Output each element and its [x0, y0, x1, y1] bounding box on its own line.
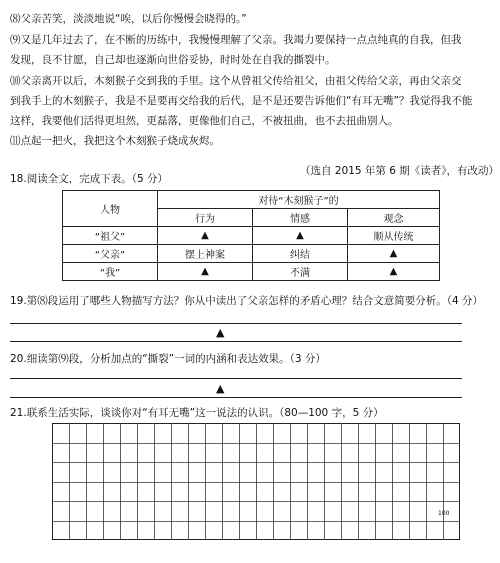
row-person: “父亲”: [63, 245, 158, 263]
paragraph-9-line-2: 发现，良不甘愿，自己却也逐渐向世俗妥协，时时处在自我的撕裂中。: [10, 54, 336, 66]
answer-mark: ▲: [216, 326, 225, 339]
answer-line[interactable]: [10, 341, 462, 342]
paragraph-9-line-1: ⑼又是几年过去了，在不断的历练中，我慢慢理解了父亲。我竭力要保持一点点纯真的自我，但我: [10, 34, 462, 46]
answer-slot[interactable]: ▲: [158, 227, 253, 245]
question-21-prompt: 21.联系生活实际，谈谈你对“有耳无嘴”这一说法的认识。（80—100 字，5 分）: [10, 407, 384, 419]
row-emotion: 纠结: [253, 245, 348, 263]
answer-line[interactable]: [10, 378, 462, 379]
answer-line[interactable]: [10, 323, 462, 324]
row-person: “我”: [63, 263, 158, 281]
header-concept: 观念: [348, 209, 440, 227]
table-row: [63, 245, 440, 263]
answer-slot[interactable]: ▲: [348, 263, 440, 281]
question-19-prompt: 19.第⑻段运用了哪些人物描写方法？你从中读出了父亲怎样的矛盾心理？结合文意简要分析。（4 分）: [10, 295, 483, 307]
source-citation: （选自 2015 年第 6 期《读者》，有改动）: [300, 165, 500, 177]
answer-slot[interactable]: ▲: [348, 245, 440, 263]
paragraph-10-line-2: 到我手上的木刻猴子，我是不是要再交给我的后代，是不是还要告诉他们“有耳无嘴”？我觉得我不能: [10, 95, 473, 107]
question-20-prompt: 20.细读第⑼段，分析加点的“撕裂”一词的内涵和表达效果。（3 分）: [10, 353, 326, 365]
answer-slot[interactable]: ▲: [253, 227, 348, 245]
grid-frame: [53, 424, 460, 540]
header-group: 对待“木刻猴子”的: [158, 191, 440, 209]
header-person: 人物: [63, 191, 158, 227]
answer-line[interactable]: [10, 397, 462, 398]
header-emotion: 情感: [253, 209, 348, 227]
answer-mark: ▲: [216, 382, 225, 395]
paragraph-11: ⑾点起一把火，我把这个木刻猴子烧成灰烬。: [10, 135, 220, 147]
paragraph-10-line-3: 这样，我要他们活得更坦然，更磊落，更像他们自己，不被扭曲，也不去扭曲别人。: [10, 115, 399, 127]
grid-count-marker: 100: [438, 510, 450, 517]
header-action: 行为: [158, 209, 253, 227]
question-18-prompt: 18.阅读全文，完成下表。（5 分）: [10, 173, 168, 185]
table-row: [63, 263, 440, 281]
row-action: 摆上神案: [158, 245, 253, 263]
paragraph-10-line-1: ⑽父亲离开以后，木刻猴子交到我的手里。这个从曾祖父传给祖父，由祖父传给父亲，再由父亲交: [10, 75, 462, 87]
table-row: [63, 227, 440, 245]
writing-grid[interactable]: [52, 423, 460, 540]
row-person: “祖父”: [63, 227, 158, 245]
answer-slot[interactable]: ▲: [158, 263, 253, 281]
row-emotion: 不满: [253, 263, 348, 281]
paragraph-8: ⑻父亲苦笑，淡淡地说“唉，以后你慢慢会晓得的。”: [10, 13, 247, 25]
row-concept: 顺从传统: [348, 227, 440, 245]
question-18-table: [62, 190, 440, 281]
